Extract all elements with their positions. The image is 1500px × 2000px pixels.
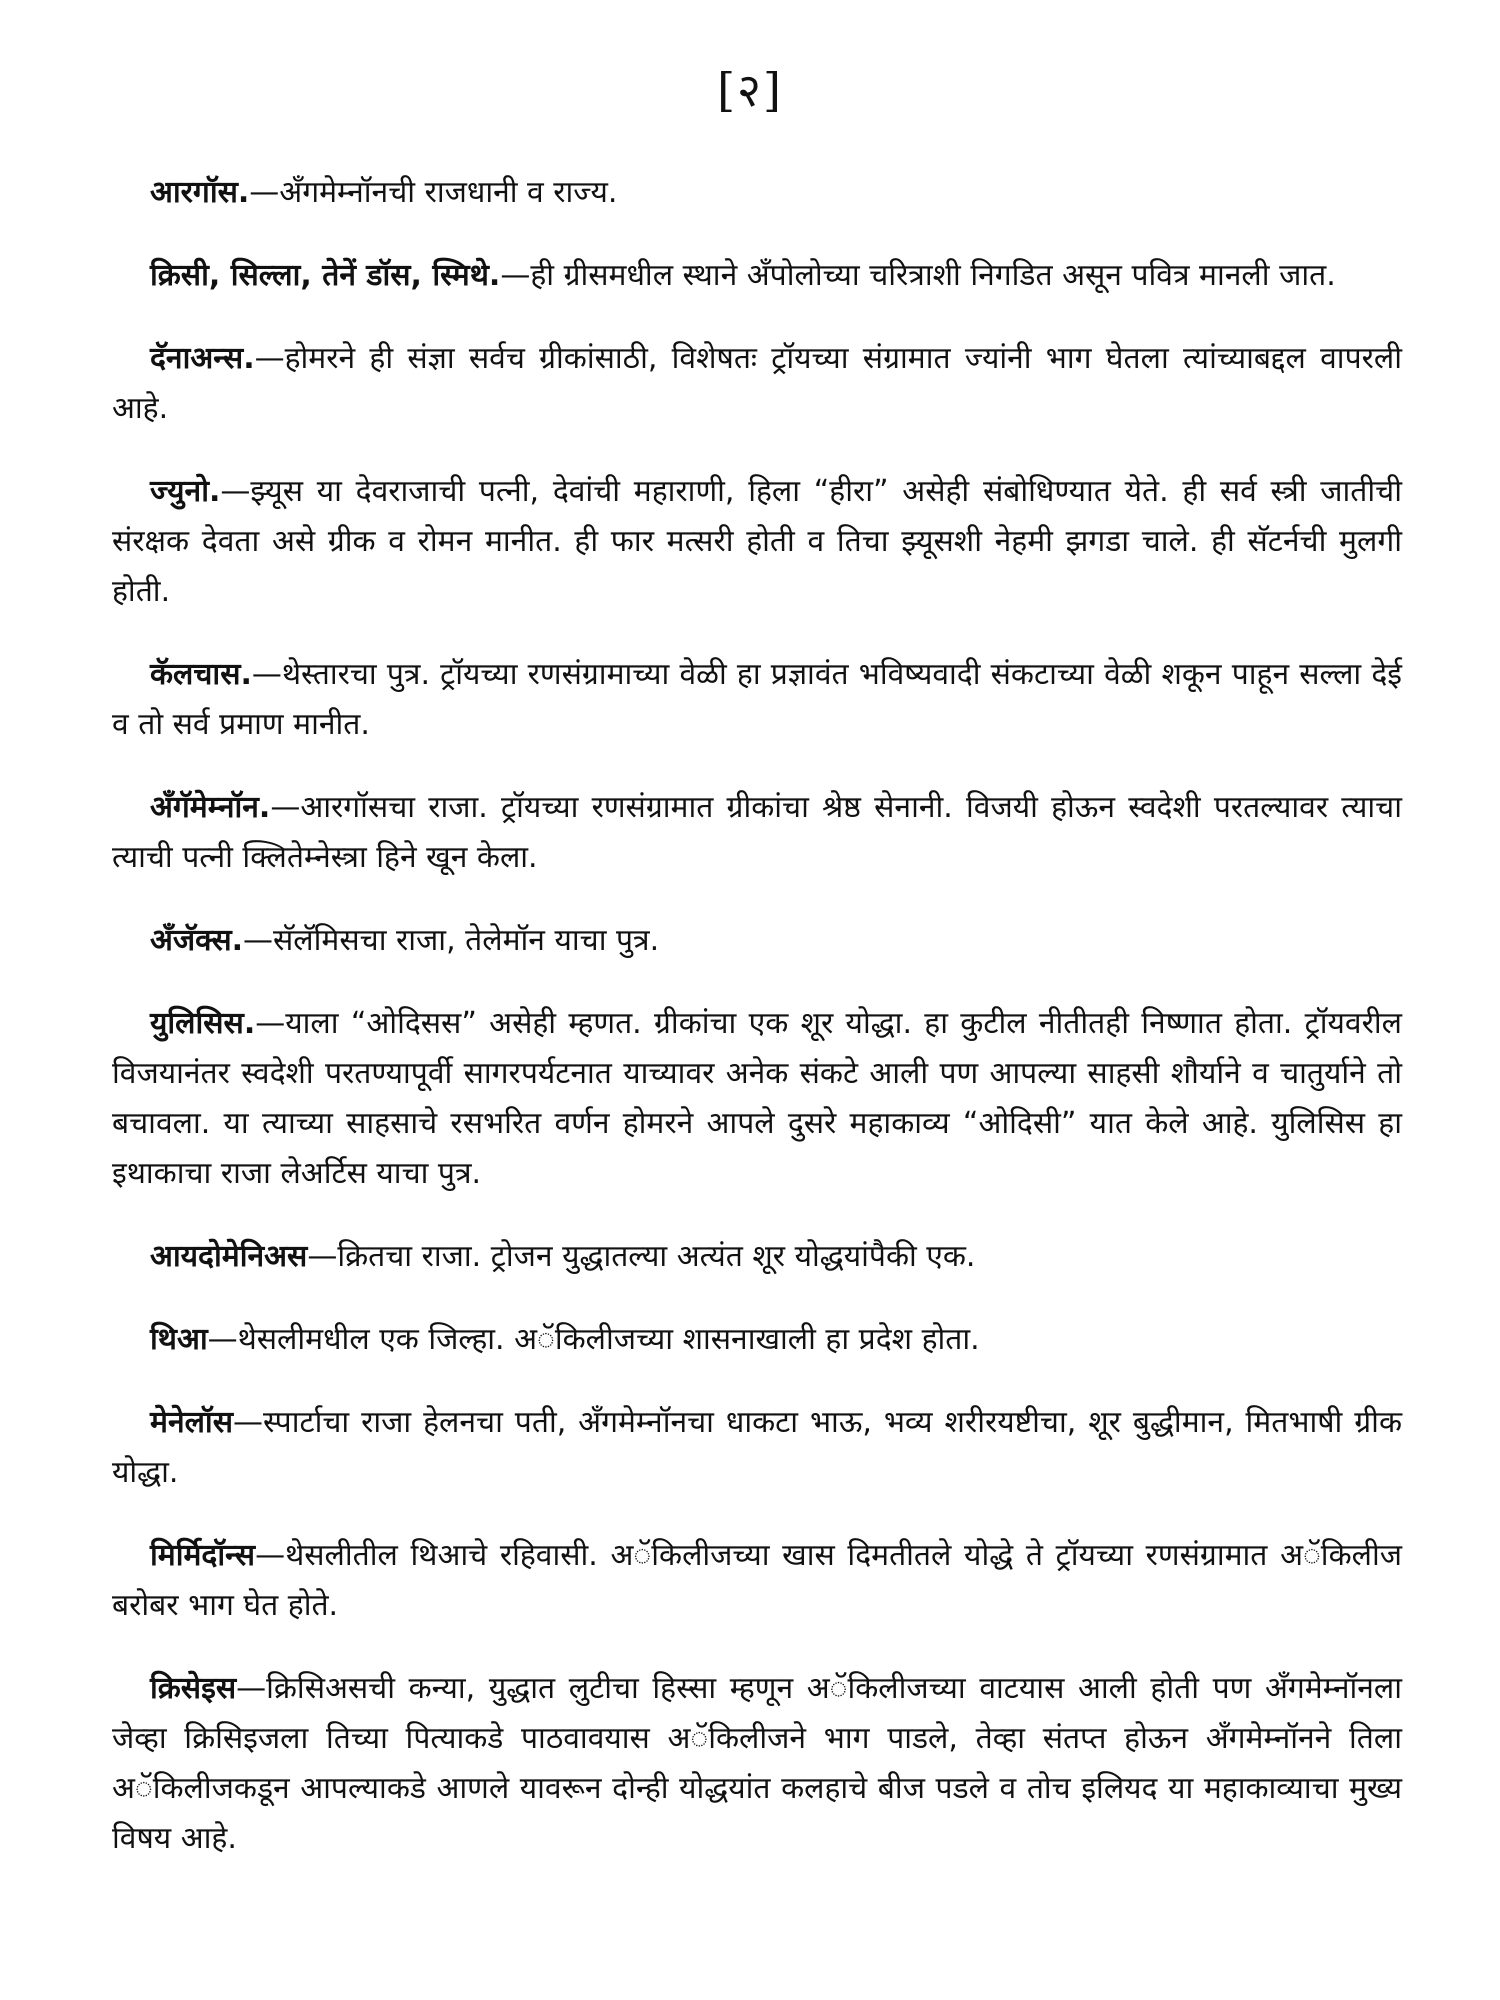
entry-term: युलिसिस. — [150, 1006, 256, 1041]
entry-definition: —अँगमेम्नॉनची राजधानी व राज्य. — [249, 175, 618, 210]
entry-term: आयदोमेनिअस — [150, 1239, 308, 1274]
entry-definition: —याला “ओदिसस” असेही म्हणत. ग्रीकांचा एक शूर योद्धा. हा कुटील नीतीतही निष्णात होता. ट्रॉयवरील विजयानंतर स्वदेशी परतण्यापूर्वी सागरपर्यटनात याच्यावर अनेक संकटे आली पण आपल्या साहसी शौर्याने व चातुर्याने तो बचावला. या त्याच्या साहसाचे रसभरित वर्णन होमरने आपले दुसरे महाकाव्य “ओदिसी” यात केले आहे. युलिसिस हा इथाकाचा राजा लेअर्टिस याचा पुत्र. — [112, 1006, 1402, 1191]
entry-definition: —आरगॉसचा राजा. ट्रॉयच्या रणसंग्रामात ग्रीकांचा श्रेष्ठ सेनानी. विजयी होऊन स्वदेशी परतल्यावर त्याचा त्याची पत्नी क्लितेम्नेस्त्रा हिने खून केला. — [112, 790, 1402, 875]
entry-term: मिर्मिदॉन्स — [150, 1538, 256, 1573]
glossary-entries — [112, 168, 1402, 1897]
entry-term: मेनेलॉस — [150, 1405, 233, 1440]
glossary-entry — [112, 251, 1402, 301]
entry-term: थिआ — [150, 1322, 208, 1357]
glossary-entry — [112, 1398, 1402, 1498]
entry-term: अँगॅमेम्नॉन. — [150, 790, 271, 825]
glossary-entry — [112, 1232, 1402, 1282]
entry-term: आरगॉस. — [150, 175, 250, 210]
glossary-entry — [112, 999, 1402, 1199]
glossary-entry — [112, 916, 1402, 966]
glossary-entry — [112, 467, 1402, 617]
glossary-entry — [112, 650, 1402, 750]
glossary-entry — [112, 783, 1402, 883]
entry-term: क्रिसी, सिल्ला, तेनें डॉस, स्मिथे. — [150, 258, 501, 293]
entry-definition: —स्पार्टाचा राजा हेलनचा पती, अँगमेम्नॉनचा धाकटा भाऊ, भव्य शरीरयष्टीचा, शूर बुद्धीमान, मितभाषी ग्रीक योद्धा. — [112, 1405, 1402, 1490]
entry-definition: —थेसलीतील थिआचे रहिवासी. अॅकिलीजच्या खास दिमतीतले योद्धे ते ट्रॉयच्या रणसंग्रामात अॅकिलीज बरोबर भाग घेत होते. — [112, 1538, 1402, 1623]
glossary-entry — [112, 1664, 1402, 1864]
entry-definition: —क्रितचा राजा. ट्रोजन युद्धातल्या अत्यंत शूर योद्धयांपैकी एक. — [307, 1239, 976, 1274]
entry-term: दॅनाअन्स. — [150, 341, 255, 376]
entry-definition: —झ्यूस या देवराजाची पत्नी, देवांची महाराणी, हिला “हीरा” असेही संबोधिण्यात येते. ही सर्व स्त्री जातीची संरक्षक देवता असे ग्रीक व रोमन मानीत. ही फार मत्सरी होती व तिचा झ्यूसशी नेहमी झगडा चाले. ही सॅटर्नची मुलगी होती. — [112, 474, 1402, 609]
glossary-entry — [112, 334, 1402, 434]
entry-definition: —सॅलॅमिसचा राजा, तेलेमॉन याचा पुत्र. — [243, 923, 660, 958]
entry-definition: —थेस्तारचा पुत्र. ट्रॉयच्या रणसंग्रामाच्या वेळी हा प्रज्ञावंत भविष्यवादी संकटाच्या वेळी शकून पाहून सल्ला देई व तो सर्व प्रमाण मानीत. — [112, 657, 1402, 742]
entry-definition: —ही ग्रीसमधील स्थाने अँपोलोच्या चरित्राशी निगडित असून पवित्र मानली जात. — [500, 258, 1336, 293]
entry-term: क्रिसेइस — [150, 1671, 237, 1706]
entry-term: अँजॅक्स. — [150, 923, 244, 958]
glossary-entry — [112, 168, 1402, 218]
entry-definition: —होमरने ही संज्ञा सर्वच ग्रीकांसाठी, विशेषतः ट्रॉयच्या संग्रामात ज्यांनी भाग घेतला त्यांच्याबद्दल वापरली आहे. — [112, 341, 1402, 426]
glossary-entry — [112, 1531, 1402, 1631]
entry-definition: —थेसलीमधील एक जिल्हा. अॅकिलीजच्या शासनाखाली हा प्रदेश होता. — [207, 1322, 980, 1357]
entry-definition: —क्रिसिअसची कन्या, युद्धात लुटीचा हिस्सा म्हणून अॅकिलीजच्या वाटयास आली होती पण अँगमेम्नॉनला जेव्हा क्रिसिइजला तिच्या पित्याकडे पाठवावयास अॅकिलीजने भाग पाडले, तेव्हा संतप्त होऊन अँगमेम्नॉनने तिला अॅकिलीजकडून आपल्याकडे आणले यावरून दोन्ही योद्धयांत कलहाचे बीज पडले व तोच इलियद या महाकाव्याचा मुख्य विषय आहे. — [112, 1671, 1402, 1856]
entry-term: कॅलचास. — [150, 657, 252, 692]
glossary-entry — [112, 1315, 1402, 1365]
page-number: [२] — [717, 63, 783, 117]
entry-term: ज्युनो. — [150, 474, 221, 509]
